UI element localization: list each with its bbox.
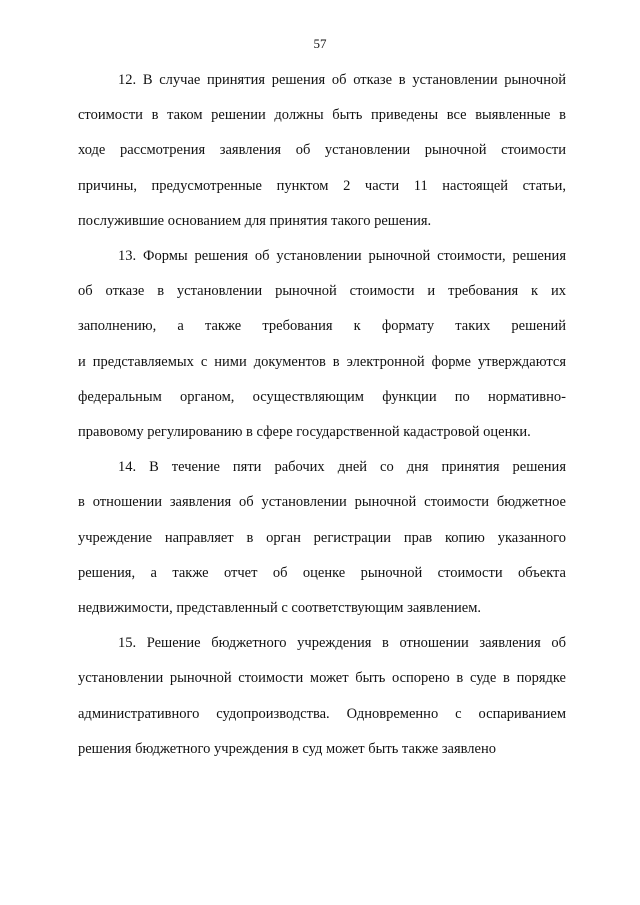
text-line: установлении рыночной стоимости может быть оспорено в суде в порядке [78, 670, 566, 686]
text-line: недвижимости, представленный с соответствующим заявлением. [78, 600, 482, 616]
page-number: 57 [313, 36, 327, 51]
text-line: послужившие основанием для принятия такого решения. [78, 213, 432, 229]
text-line: стоимости в таком решении должны быть приведены все выявленные в [78, 107, 566, 123]
text-line: 13. Формы решения об установлении рыночной стоимости, решения [118, 248, 566, 264]
text-line: федеральным органом, осуществляющим функции по нормативно- [78, 389, 566, 405]
text-line: учреждение направляет в орган регистрации прав копию указанного [78, 530, 566, 546]
text-line: заполнению, а также требования к формату таких решений [78, 318, 566, 334]
text-line: 14. В течение пяти рабочих дней со дня принятия решения [118, 459, 566, 475]
text-line: об отказе в установлении рыночной стоимости и требования к их [78, 283, 566, 299]
text-line: ходе рассмотрения заявления об установлении рыночной стоимости [78, 142, 566, 158]
text-line: и представляемых с ними документов в электронной форме утверждаются [78, 354, 566, 370]
text-line: правовому регулированию в сфере государственной кадастровой оценки. [78, 424, 531, 440]
text-line: причины, предусмотренные пунктом 2 части 11 настоящей статьи, [78, 178, 566, 194]
text-line: 12. В случае принятия решения об отказе в установлении рыночной [118, 72, 566, 88]
text-line: 15. Решение бюджетного учреждения в отношении заявления об [118, 635, 566, 651]
text-line: решения, а также отчет об оценке рыночной стоимости объекта [78, 565, 566, 581]
text-line: решения бюджетного учреждения в суд может быть также заявлено [78, 741, 496, 757]
text-line: в отношении заявления об установлении рыночной стоимости бюджетное [78, 494, 566, 510]
text-line: административного судопроизводства. Одновременно с оспариванием [78, 706, 566, 722]
